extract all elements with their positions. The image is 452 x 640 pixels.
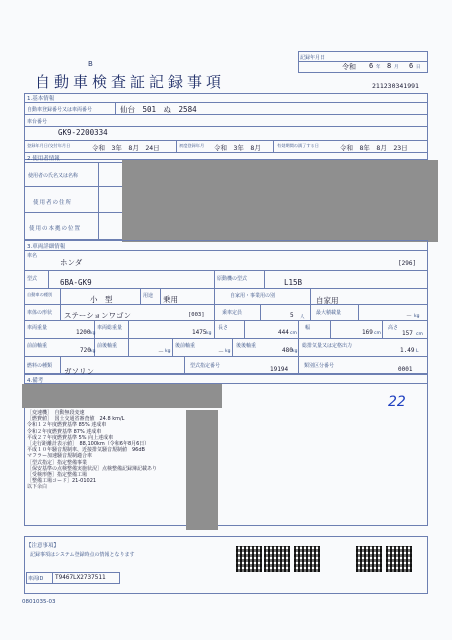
capacity-value: 5	[290, 312, 294, 319]
rr-axle-value: 480	[282, 347, 293, 354]
vehicle-id-label: 車両ID	[28, 576, 44, 582]
type-no-value: 19194	[270, 366, 289, 373]
width-label: 幅	[305, 325, 311, 331]
fuel-label: 燃料の種類	[27, 363, 53, 369]
width-value: 169	[362, 329, 373, 336]
body-code: [003]	[188, 312, 205, 318]
use-value: 乗用	[163, 295, 178, 304]
form-letter: B	[88, 60, 93, 68]
first-reg-label: 初度登録年月	[179, 143, 205, 148]
expiry-label: 有効期間の満了する日	[277, 143, 319, 148]
length-label: 長さ	[218, 325, 229, 331]
rf-axle-label: 後前軸重	[175, 343, 196, 349]
purpose-value: 自家用	[316, 296, 339, 305]
record-date-era: 令和	[342, 63, 356, 71]
height-label: 高さ	[388, 325, 399, 331]
first-reg-value: 令和 3年 8月	[214, 144, 261, 152]
fr-axle-label: 前後軸重	[97, 343, 118, 349]
maker-label: 車名	[27, 253, 38, 259]
max-load-label: 最大積載量	[316, 310, 342, 316]
qr-code-1	[236, 546, 262, 572]
model-value: 6BA-GK9	[60, 278, 92, 287]
form-code: 0801035-03	[22, 599, 56, 605]
record-date-year: 6	[369, 62, 374, 70]
reg-date-value: 令和 3年 8月 24日	[92, 144, 160, 152]
qr-code-4	[356, 546, 382, 572]
fuel-value: ガソリン	[64, 367, 94, 376]
capacity-label: 乗車定員	[222, 310, 243, 316]
length-value: 444	[278, 329, 289, 336]
record-date-month: 8	[387, 62, 392, 70]
base-location-label: 使用の本拠の位置	[29, 226, 82, 232]
remarks-heading: 4.備考	[27, 378, 44, 384]
reg-no-label: 自動車登録番号又は車両番号	[27, 107, 93, 113]
expiry-value: 令和 8年 8月 23日	[340, 144, 408, 152]
chassis-label: 車台番号	[27, 119, 48, 125]
ff-axle-value: 720	[80, 347, 91, 354]
engine-value: L15B	[284, 278, 303, 287]
gross-weight-label: 車両総重量	[97, 325, 123, 331]
class-no-label: 類別区分番号	[304, 363, 335, 369]
vehicle-id-value: T9467LX2737511	[55, 574, 106, 581]
maker-code: [296]	[398, 260, 417, 267]
displacement-label: 総排気量又は定格出力	[302, 343, 353, 349]
weight-label: 車両重量	[27, 325, 48, 331]
height-value: 157	[402, 330, 413, 337]
notes-label: 【注意事項】	[26, 543, 60, 549]
ff-axle-label: 前前軸重	[27, 343, 48, 349]
displacement-value: 1.49	[400, 347, 415, 354]
fr-axle-value: －	[158, 349, 165, 356]
user-name-label: 使用者の氏名又は名称	[28, 173, 79, 179]
user-address-label: 使用者の住所	[33, 200, 73, 206]
purpose-label: 自家用・事業用の別	[230, 293, 276, 299]
record-date-day: 6	[409, 62, 414, 70]
qr-code-5	[386, 546, 412, 572]
notes-text: 記録事項はシステム登録時点の情報となります	[30, 552, 135, 558]
document-number: 211230341991	[372, 82, 419, 90]
chassis-value: GK9-2200334	[58, 128, 108, 137]
side-redaction	[186, 410, 218, 530]
max-load-value: －	[406, 313, 413, 320]
qr-code-2	[264, 546, 290, 572]
basic-info-heading: 1.基本情報	[27, 96, 55, 102]
kind-value: 小 型	[90, 295, 113, 304]
qr-code-3	[294, 546, 320, 572]
user-info-heading: 2.使用者情報	[27, 156, 60, 162]
record-date-label: 記録年月日	[300, 55, 326, 61]
body-label: 車体の形状	[27, 310, 53, 316]
weight-value: 1200	[76, 329, 91, 336]
engine-label: 原動機の型式	[217, 276, 248, 282]
kind-label: 自動車の種別	[27, 292, 53, 297]
model-label: 型式	[27, 276, 38, 282]
class-no-value: 0001	[398, 366, 413, 373]
gross-weight-value: 1475	[192, 329, 207, 336]
reg-no-value: 仙台 501 ぬ 2584	[120, 105, 197, 114]
maker-value: ホンダ	[60, 258, 83, 267]
rf-axle-value: －	[218, 349, 225, 356]
rr-axle-label: 後後軸重	[236, 343, 257, 349]
remarks-text: ［変速機］ 自動無段変速 ［燃費値］ 国土交通省審査値 24.8 km/L 令和１２年度燃費基準 85% 達成車 令和２年度燃費基準 87% 達成車 平成２７年度燃費基準 5% 向上達成車 ［走行距離計表示値］ 88,100km（令和6年8月6日） 平成１０年騒音規制車、近接排気騒音規制値 96dB マフラー加速騒音規制適合車 ［型式指定］指定整備事業 ［保安基準の点検整備実施状況］点検整備記録簿記載あり ［受検形態］指定整備工場 ［整備工場コード］21-01021 以下余白	[27, 410, 158, 491]
redaction-block	[122, 160, 438, 242]
reg-date-label: 登録年月日/交付年月日	[27, 143, 71, 148]
vehicle-info-heading: 3.車両詳細情報	[27, 244, 66, 250]
handwritten-note: 22	[388, 394, 406, 410]
document-title: 自動車検査証記録事項	[35, 73, 226, 91]
use-label: 用途	[143, 293, 154, 299]
type-no-label: 型式指定番号	[190, 363, 221, 369]
inspection-record-document: B 自動車検査証記録事項 記録年月日 令和 6 年 8 月 6 日 211230341991 1.基本情報 自動車登録番号又は車両番号 仙台 501 ぬ 2584 車台番号 GK9-2200334 登録年月日/交付年月日 令和 3年 8月 24日 初度登録年月 令和 3年 8月 有効期間の満了する日 令和 8年 8月 23日 2.使用者情報 使用者の氏名又は名称 使用者の住所 使用の本拠の位置 3.車両詳細情報 車名 ホンダ [296] 型式 6BA-GK9 原動機の型式 L15B 自動車の種別 小 型 用途 乗用 自家用・事業用の別 自家用 車体の形状 ステーションワゴン [003] 乗車定員 5 人 最大積載量 － kg 車両重量 1200 kg 車両総重量 1475 kg 長さ 444 cm 幅 169 cm 高さ 157 cm 前前軸重 720 kg 前後軸重 － kg 後前軸重 － kg 後後軸重 480 kg 総排気量又は定格出力 1.49 L 燃料の種類 ガソリン 型式指定番号 19194 類別区分番号 0001 4.備考 22 ［変速機］ 自動無段変速 ［燃費値］ 国土交通省審査値 24.8 km/L 令和１２年度燃費基準 85% 達成車 令和２年度燃費基準 87% 達成車 平成２７年度燃費基準 5% 向上達成車 ［走行距離計表示値］ 88,100km（令和6年8月6日） 平成１０年騒音規制車、近接排気騒音規制値 96dB マフラー加速騒音規制適合車 ［型式指定］指定整備事業 ［保安基準の点検整備実施状況］点検整備記録簿記載あり ［受検形態］指定整備工場 ［整備工場コード］21-01021 以下余白 【注意事項】 記録事項はシステム登録時点の情報となります 車両ID T9467LX2737511 0801035-03	[0, 0, 452, 640]
remarks-redaction	[22, 384, 222, 408]
body-value: ステーションワゴン	[64, 311, 132, 320]
